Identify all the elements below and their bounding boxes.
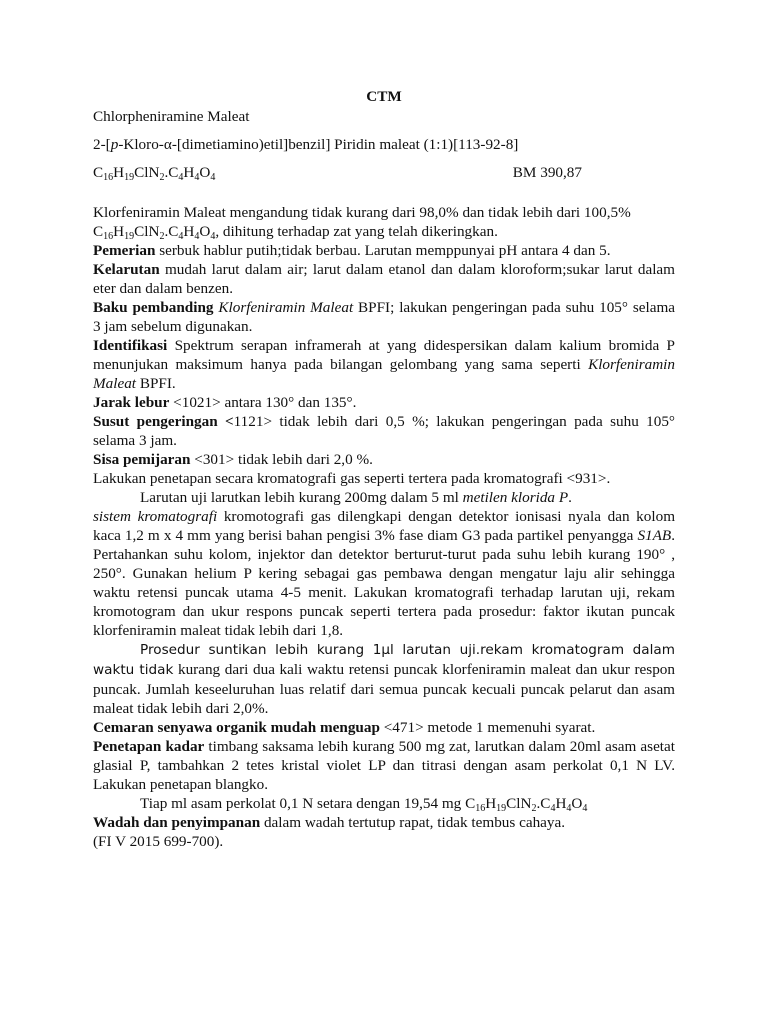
paragraph-kelarutan: Kelarutan mudah larut dalam air; larut dalam etanol dan dalam kloroform;sukar larut dalam eter dan dalam benzen. xyxy=(93,261,675,297)
paragraph-tiap-ml: Tiap ml asam perkolat 0,1 N setara dengan 19,54 mg $C_{16}H_{19}ClN_2.C_4H_4O_4$ xyxy=(140,795,588,814)
doc-title: CTM xyxy=(366,88,402,105)
paragraph-baku-pembanding: Baku pembanding Klorfeniramin Maleat BPFI; lakukan pengeringan pada suhu 105° selama 3 jam sebelum digunakan. xyxy=(93,299,675,335)
compound-name: Chlorpheniramine Maleat xyxy=(93,108,250,125)
paragraph-identifikasi: Identifikasi Spektrum serapan inframerah at yang didespersikan dalam kalium bromida P menunjukan maksimum hanya pada bilangan gelombang yang sama seperti Klorfeniramin Maleat BPFI. xyxy=(93,337,675,392)
paragraph-kadar: Klorfeniramin Maleat mengandung tidak kurang dari 98,0% dan tidak lebih dari 100,5% $C_{16}H_{19}ClN_2.C_4H_4O_4$, dihitung terhadap zat yang telah dikeringkan. xyxy=(93,204,631,242)
molecular-weight: BM 390,87 xyxy=(512,164,582,181)
molecular-formula: $C_{16}H_{19}ClN_2.C_4H_4O_4$ xyxy=(93,164,216,183)
paragraph-wadah: Wadah dan penyimpanan dalam wadah tertutup rapat, tidak tembus cahaya. xyxy=(93,814,566,831)
paragraph-larutan-uji: Larutan uji larutkan lebih kurang 200mg dalam 5 ml metilen klorida P. xyxy=(140,489,572,506)
paragraph-cemaran: Cemaran senyawa organik mudah menguap <471> metode 1 memenuhi syarat. xyxy=(93,719,596,736)
paragraph-sistem-kromatografi: sistem kromatografi kromotografi gas dilengkapi dengan detektor ionisasi nyala dan kolom kaca 1,2 m x 4 mm yang berisi bahan pengisi 3% fase diam G3 pada partikel penyangga S1AB. Pertahankan suhu kolom, injektor dan detektor berturut-turut pada suhu lebih kurang 190° , 250°. Gunakan helium P kering sebagai gas pembawa dengan mengatur laju alir sehingga waktu retensi puncak utama 4-5 menit. Lakukan kromatografi terhadap larutan uji, rekam kromotogram dan ukur respons puncak seperti tertera pada prosedur: faktor ikutan puncak klorfeniramin maleat tidak lebih dari 1,8. xyxy=(93,508,676,639)
iupac-name: 2-[p-Kloro-α-[dimetiamino)etil]benzil] Piridin maleat (1:1)[113-92-8] xyxy=(93,136,519,153)
paragraph-pemerian: Pemerian serbuk hablur putih;tidak berbau. Larutan memppunyai pH antara 4 dan 5. xyxy=(93,242,611,259)
formula-row xyxy=(93,163,675,183)
paragraph-sisa-pemijaran: Sisa pemijaran <301> tidak lebih dari 2,0 %. xyxy=(93,451,373,468)
paragraph-prosedur: Prosedur suntikan lebih kurang 1µl larutan uji.rekam kromatogram dalam waktu tidak kurang dari dua kali waktu retensi puncak klorfeniramin maleat dan ukur respon puncak. Jumlah keseeluruhan luas relatif dari semua puncak kecuali puncak pelarut dan asam maleat tidak lebih dari 2,0%. xyxy=(93,642,675,717)
paragraph-penetapan-kadar: Penetapan kadar timbang saksama lebih kurang 500 mg zat, larutkan dalam 20ml asam asetat glasial P, tambahkan 2 tetes kristal violet LP dan titrasi dengan asam perkolat 0,1 N LV. Lakukan penetapan blangko. xyxy=(93,738,675,793)
paragraph-susut-pengeringan: Susut pengeringan <1121> tidak lebih dari 0,5 %; lakukan pengeringan pada suhu 105° selama 3 jam. xyxy=(93,413,675,449)
document-content xyxy=(93,87,675,851)
reference-citation: (FI V 2015 699-700). xyxy=(93,833,224,850)
paragraph-kromatografi: Lakukan penetapan secara kromatografi gas seperti tertera pada kromatografi <931>. xyxy=(93,470,611,487)
paragraph-jarak-lebur: Jarak lebur <1021> antara 130° dan 135°. xyxy=(93,394,357,411)
